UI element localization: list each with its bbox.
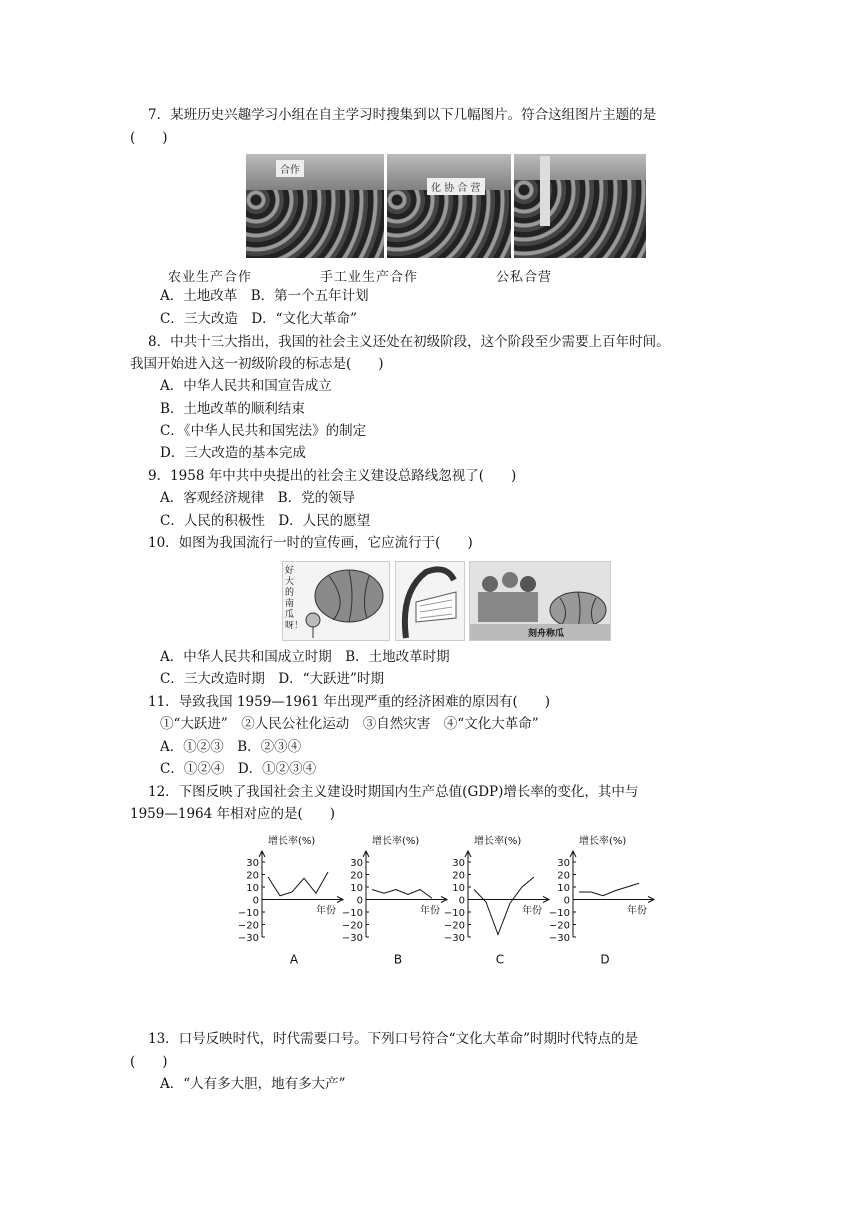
panel-label-b: B xyxy=(393,952,403,967)
q11-items: ①“大跃进” ②人民公社化运动 ③自然灾害 ④“文化大革命” xyxy=(160,716,539,732)
x-axis-label-a: 年份 xyxy=(316,905,336,917)
x-axis-label-c: 年份 xyxy=(522,905,542,917)
y-tick-label-d: −20 xyxy=(548,920,570,932)
q9-options-line2: C．人民的积极性 D．人民的愿望 xyxy=(160,513,371,529)
gdp-growth-charts xyxy=(0,826,860,967)
q7-options-line1: A．土地改革 B．第一个五年计划 xyxy=(160,288,369,304)
y-tick-label-b: −10 xyxy=(341,908,363,919)
y-tick-label-d: 30 xyxy=(557,858,570,869)
y-tick-label-a: 10 xyxy=(246,883,259,894)
q10-options-line1: A．中华人民共和国成立时期 B．土地改革时期 xyxy=(160,649,450,665)
photo-handicraft-cooperation xyxy=(387,154,511,258)
y-tick-label-c: 0 xyxy=(458,895,465,907)
q11-options-line2: C．①②④ D．①②③④ xyxy=(160,761,317,777)
y-axis-label-b: 增长率(%) xyxy=(372,836,420,847)
q10-stem: 10．如图为我国流行一时的宣传画，它应流行于( ) xyxy=(148,535,473,551)
q8-option-c: C．《中华人民共和国宪法》的制定 xyxy=(160,423,367,439)
q8-stem-line2: 我国开始进入这一初级阶段的标志是( ) xyxy=(130,356,384,372)
q12-stem-line2: 1959—1964 年相对应的是( ) xyxy=(130,806,336,822)
y-tick-label-d: 0 xyxy=(563,895,570,907)
y-tick-label-c: 20 xyxy=(452,870,465,882)
y-tick-label-b: −30 xyxy=(341,933,363,944)
y-tick-label-c: −10 xyxy=(443,908,465,919)
x-axis-label-d: 年份 xyxy=(627,905,647,917)
q7-stem-line2: ( ) xyxy=(130,130,168,146)
photo-agricultural-cooperation xyxy=(246,154,384,258)
y-tick-label-d: −30 xyxy=(548,933,570,944)
y-tick-label-b: 20 xyxy=(350,870,363,882)
y-axis-label-d: 增长率(%) xyxy=(579,836,627,847)
panel-label-a: A xyxy=(289,952,299,967)
corn-drawing xyxy=(396,562,464,640)
q8-option-b: B．土地改革的顺利结束 xyxy=(160,401,305,417)
poster-text-2: 刻舟称瓜 xyxy=(528,629,565,639)
y-tick-label-b: 30 xyxy=(350,858,363,869)
q11-options-line1: A．①②③ B．②③④ xyxy=(160,739,302,755)
y-tick-label-a: 20 xyxy=(246,870,259,882)
q8-option-d: D．三大改造的基本完成 xyxy=(160,445,306,461)
q12-stem-line1: 12．下图反映了我国社会主义建设时期国内生产总值(GDP)增长率的变化，其中与 xyxy=(148,784,639,800)
pumpkin-drawing xyxy=(283,562,389,640)
q13-stem-line2: ( ) xyxy=(130,1054,168,1070)
photo-joint-state-private xyxy=(514,154,646,258)
panel-label-d: D xyxy=(600,952,610,967)
y-tick-label-a: 0 xyxy=(252,895,259,907)
y-tick-label-b: −20 xyxy=(341,920,363,932)
poster-text-1: 好大的南瓜呀！ xyxy=(285,566,304,631)
y-tick-label-b: 10 xyxy=(350,883,363,894)
q8-option-a: A．中华人民共和国宣告成立 xyxy=(160,378,332,394)
poster-boat-pumpkin xyxy=(469,561,611,641)
photo-banner-1: 合作 xyxy=(276,160,304,177)
y-tick-label-c: 10 xyxy=(452,883,465,894)
q9-options-line1: A．客观经济规律 B．党的领导 xyxy=(160,490,356,506)
series-line-d xyxy=(579,883,639,896)
y-tick-label-c: −20 xyxy=(443,920,465,932)
y-tick-label-d: 10 xyxy=(557,883,570,894)
y-axis-label-a: 增长率(%) xyxy=(268,836,316,847)
caption-2: 手工业生产合作 xyxy=(320,270,419,285)
q13-stem-line1: 13．口号反映时代，时代需要口号。下列口号符合“文化大革命”时期时代特点的是 xyxy=(148,1031,638,1047)
poster-big-pumpkin xyxy=(282,561,390,641)
y-tick-label-d: −10 xyxy=(548,908,570,919)
y-tick-label-c: 30 xyxy=(452,858,465,869)
q7-stem-line1: 7．某班历史兴趣学习小组在自主学习时搜集到以下几幅图片。符合这组图片主题的是 xyxy=(148,107,657,123)
caption-3: 公私合营 xyxy=(496,270,553,285)
q13-option-a: A．“人有多大胆，地有多大产” xyxy=(160,1076,346,1092)
y-tick-label-c: −30 xyxy=(443,933,465,944)
y-axis-label-c: 增长率(%) xyxy=(474,836,522,847)
q10-options-line2: C．三大改造时期 D．“大跃进”时期 xyxy=(160,671,384,687)
q8-stem-line1: 8．中共十三大指出，我国的社会主义还处在初级阶段，这个阶段至少需要上百年时间。 xyxy=(148,334,670,350)
q7-options-line2: C．三大改造 D．“文化大革命” xyxy=(160,311,357,327)
y-tick-label-a: −20 xyxy=(237,920,259,932)
x-axis-label-b: 年份 xyxy=(420,905,440,917)
y-tick-label-a: −10 xyxy=(237,908,259,919)
y-tick-label-a: −30 xyxy=(237,933,259,944)
y-tick-label-d: 20 xyxy=(557,870,570,882)
series-line-b xyxy=(372,890,432,899)
y-tick-label-b: 0 xyxy=(356,895,363,907)
q9-stem: 9．1958 年中共中央提出的社会主义建设总路线忽视了( ) xyxy=(148,468,517,484)
photo-banner-2: 化 协 合 营 xyxy=(427,178,485,195)
panel-label-c: C xyxy=(495,952,505,967)
poster-corn xyxy=(395,561,465,641)
series-line-a xyxy=(268,872,328,896)
y-tick-label-a: 30 xyxy=(246,858,259,869)
caption-1: 农业生产合作 xyxy=(168,270,253,285)
q11-stem: 11．导致我国 1959—1961 年出现严重的经济困难的原因有( ) xyxy=(148,694,551,710)
